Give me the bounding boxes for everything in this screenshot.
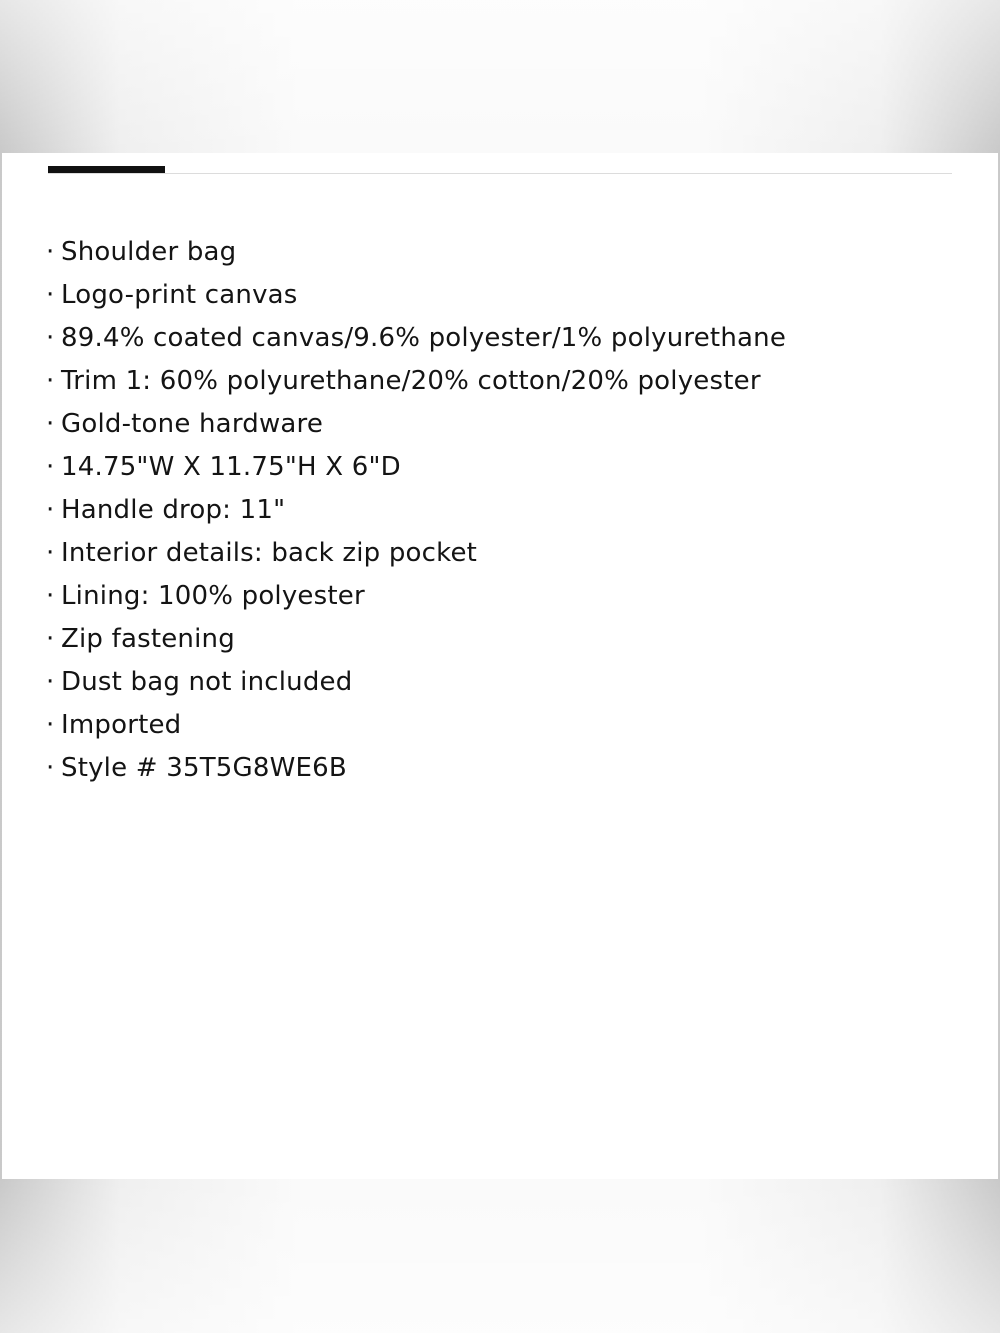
tab-divider: [48, 173, 952, 174]
list-item: [46, 704, 786, 747]
bullet-icon: ·: [46, 710, 55, 740]
bullet-icon: ·: [46, 237, 55, 267]
list-item: [46, 489, 786, 532]
list-item: [46, 403, 786, 446]
list-item-text: Logo-print canvas: [61, 280, 298, 310]
list-item: [46, 575, 786, 618]
list-item-text: Zip fastening: [61, 624, 235, 654]
list-item: [46, 661, 786, 704]
list-item: [46, 446, 786, 489]
list-item-text: 89.4% coated canvas/9.6% polyester/1% polyurethane: [61, 323, 787, 353]
bullet-icon: ·: [46, 495, 55, 525]
bullet-icon: ·: [46, 409, 55, 439]
list-item: [46, 360, 786, 403]
backdrop-bottom: [0, 1179, 1000, 1333]
list-item-text: Dust bag not included: [61, 667, 353, 697]
bullet-icon: ·: [46, 667, 55, 697]
active-tab-indicator[interactable]: [48, 166, 165, 173]
list-item-text: Style # 35T5G8WE6B: [61, 753, 347, 783]
details-list: [46, 231, 786, 790]
product-details-panel: [2, 153, 998, 1179]
list-item-text: Trim 1: 60% polyurethane/20% cotton/20% polyester: [61, 366, 761, 396]
tab-strip: [48, 166, 952, 174]
list-item: [46, 231, 786, 274]
bullet-icon: ·: [46, 323, 55, 353]
backdrop-top: [0, 0, 1000, 153]
list-item-text: Handle drop: 11": [61, 495, 286, 525]
list-item: [46, 274, 786, 317]
list-item-text: 14.75"W X 11.75"H X 6"D: [61, 452, 401, 482]
bullet-icon: ·: [46, 624, 55, 654]
list-item-text: Gold-tone hardware: [61, 409, 324, 439]
bullet-icon: ·: [46, 753, 55, 783]
list-item-text: Shoulder bag: [61, 237, 237, 267]
list-item-text: Imported: [61, 710, 182, 740]
bullet-icon: ·: [46, 366, 55, 396]
list-item: [46, 317, 786, 360]
list-item: [46, 618, 786, 661]
list-item-text: Lining: 100% polyester: [61, 581, 365, 611]
list-item: [46, 747, 786, 790]
bullet-icon: ·: [46, 452, 55, 482]
list-item: [46, 532, 786, 575]
bullet-icon: ·: [46, 538, 55, 568]
bullet-icon: ·: [46, 280, 55, 310]
bullet-icon: ·: [46, 581, 55, 611]
list-item-text: Interior details: back zip pocket: [61, 538, 478, 568]
